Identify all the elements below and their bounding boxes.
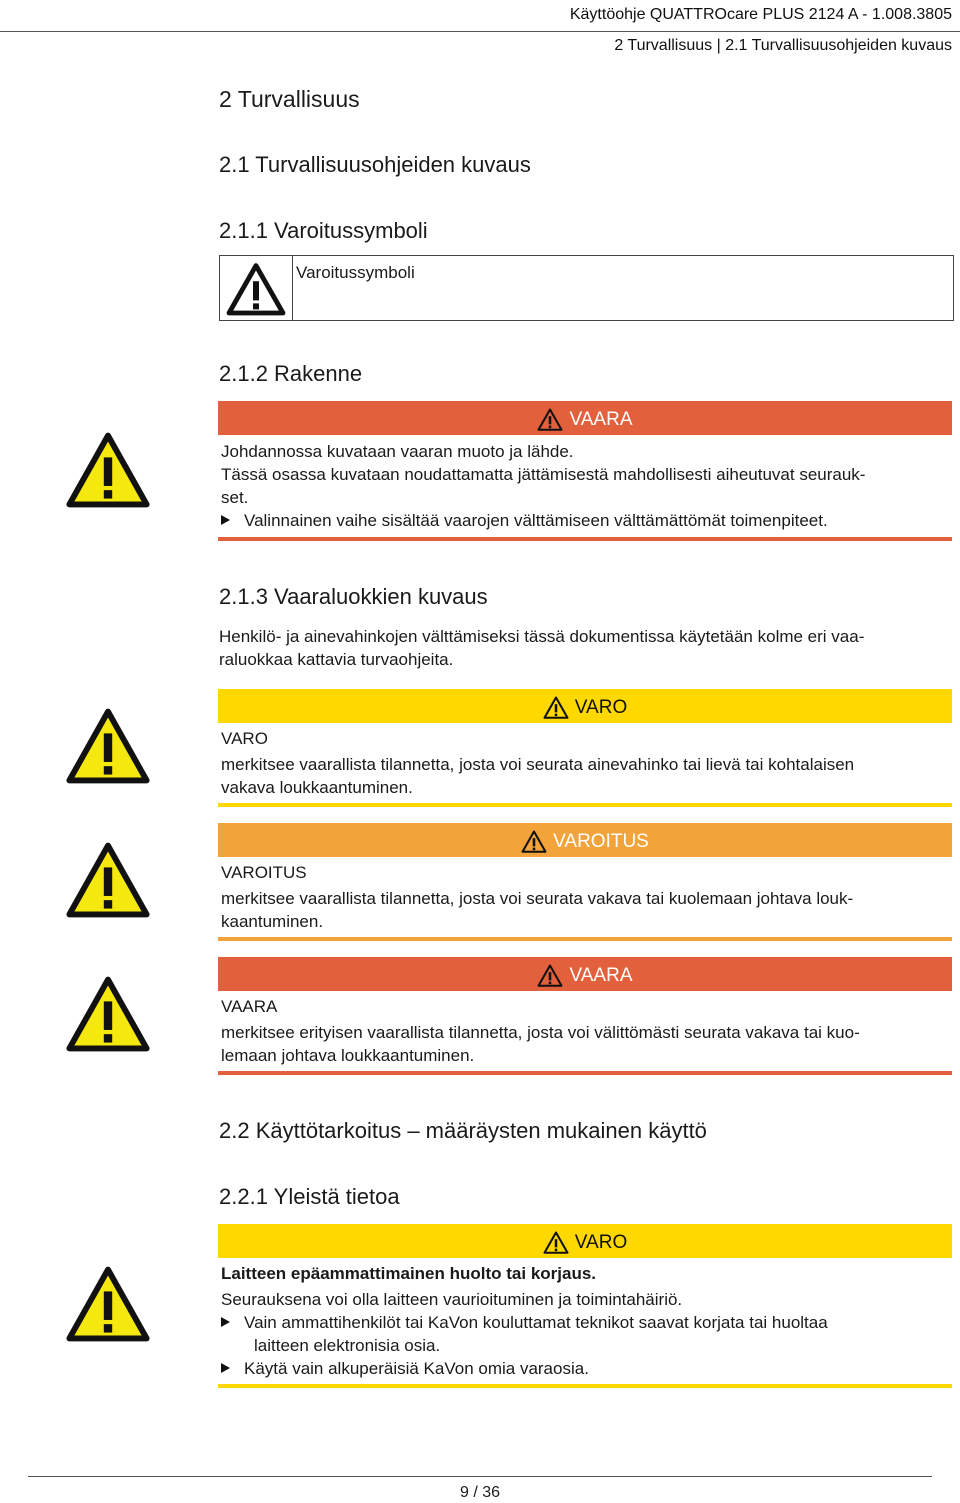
varoitus-description <box>221 861 853 933</box>
section-2-2-1-title: 2.2.1 Yleistä tietoa <box>219 1184 400 1209</box>
footer-rule <box>28 1476 932 1477</box>
section-2-1-1-title: 2.1.1 Varoitussymboli <box>219 218 428 243</box>
hazard-heading: Laitteen epäammattimainen huolto tai korjaus. <box>221 1264 597 1283</box>
hazard-source: Johdannossa kuvataan vaaran muoto ja lähde. <box>221 442 574 461</box>
warning-triangle-icon <box>543 696 569 719</box>
hazard-consequence-cont: set. <box>221 488 249 507</box>
hazard-level: VAROITUS <box>553 830 649 852</box>
warning-triangle-icon <box>537 408 563 431</box>
step-item <box>221 1357 828 1380</box>
step-text: Käytä vain alkuperäisiä KaVon omia varaosia. <box>244 1359 589 1378</box>
warning-triangle-icon <box>521 830 547 853</box>
vaara-description <box>221 995 860 1067</box>
bullet-arrow-icon <box>221 515 230 525</box>
warning-triangle-icon <box>66 976 150 1052</box>
warning-triangle-icon <box>537 964 563 987</box>
varo-bottom-line <box>218 1384 952 1388</box>
symbol-cell <box>220 256 293 320</box>
varo-header-bar <box>218 1224 952 1258</box>
varo-description <box>221 1262 828 1380</box>
hazard-text: lemaan johtava loukkaantuminen. <box>221 1046 475 1065</box>
section-2-title: 2 Turvallisuus <box>219 86 360 112</box>
warning-triangle-icon <box>226 262 286 316</box>
warning-triangle-icon <box>66 1266 150 1342</box>
section-2-1-2-title: 2.1.2 Rakenne <box>219 361 363 386</box>
warning-triangle-icon <box>543 1231 569 1254</box>
hazard-text: kaantuminen. <box>221 912 324 931</box>
varo-bottom-line <box>218 803 952 807</box>
step-item <box>221 1311 828 1334</box>
hazard-text: merkitsee vaarallista tilannetta, josta voi seurata ainevahinko tai lievä tai kohtalaisen <box>221 755 855 774</box>
hazard-consequence: Tässä osassa kuvataan noudattamatta jättämisestä mahdollisesti aiheutuvat seurauk- <box>221 465 866 484</box>
intro-paragraph <box>219 625 864 671</box>
section-2-1-title: 2.1 Turvallisuusohjeiden kuvaus <box>219 152 531 177</box>
document-title: Käyttöohje QUATTROcare PLUS 2124 A - 1.008.3805 <box>569 6 952 23</box>
varo-header-bar <box>218 689 952 723</box>
hazard-text: vakava loukkaantuminen. <box>221 778 413 797</box>
vaara-bottom-line <box>218 1071 952 1075</box>
symbol-label: Varoitussymboli <box>296 263 415 282</box>
page-number: 9 / 36 <box>459 1484 501 1501</box>
step-text: Vain ammattihenkilöt tai KaVon kouluttamat teknikot saavat korjata tai huoltaa <box>244 1313 828 1332</box>
varoitus-bottom-line <box>218 937 952 941</box>
bullet-arrow-icon <box>221 1363 230 1373</box>
varoitus-header-bar <box>218 823 952 857</box>
hazard-text: merkitsee vaarallista tilannetta, josta voi seurata vakava tai kuolemaan johtava louk- <box>221 889 854 908</box>
intro-line: Henkilö- ja ainevahinkojen välttämiseksi tässä dokumentissa käytetään kolme eri vaa- <box>219 627 865 646</box>
hazard-consequence: Seurauksena voi olla laitteen vaurioituminen ja toimintahäiriö. <box>221 1290 683 1309</box>
step-text-cont: laitteen elektronisia osia. <box>254 1336 441 1355</box>
hazard-term: VARO <box>221 729 268 748</box>
hazard-level: VARO <box>574 1231 628 1253</box>
hazard-level: VARO <box>574 696 628 718</box>
hazard-text: merkitsee erityisen vaarallista tilannetta, josta voi välittömästi seurata vakava tai kuo- <box>221 1023 860 1042</box>
symbol-table <box>219 255 954 321</box>
warning-triangle-icon <box>66 432 150 508</box>
hazard-level: VAARA <box>569 408 633 430</box>
warning-triangle-icon <box>66 708 150 784</box>
step-text: Valinnainen vaihe sisältää vaarojen välttämiseen välttämättömät toimenpiteet. <box>244 511 828 530</box>
section-2-2-title: 2.2 Käyttötarkoitus – määräysten mukainen käyttö <box>219 1118 707 1143</box>
vaara-header-bar <box>218 401 952 435</box>
breadcrumb: 2 Turvallisuus | 2.1 Turvallisuusohjeiden kuvaus <box>614 37 952 54</box>
vaara-bottom-line <box>218 537 952 541</box>
vaara-header-bar <box>218 957 952 991</box>
section-2-1-3-title: 2.1.3 Vaaraluokkien kuvaus <box>219 584 488 609</box>
warning-triangle-icon <box>66 842 150 918</box>
bullet-arrow-icon <box>221 1317 230 1327</box>
hazard-level: VAARA <box>569 964 633 986</box>
hazard-term: VAARA <box>221 997 278 1016</box>
step-item <box>221 509 865 532</box>
hazard-term: VAROITUS <box>221 863 307 882</box>
varo-description <box>221 727 854 799</box>
intro-line: raluokkaa kattavia turvaohjeita. <box>219 650 454 669</box>
header-rule <box>0 31 960 32</box>
hazard-description <box>221 440 865 532</box>
